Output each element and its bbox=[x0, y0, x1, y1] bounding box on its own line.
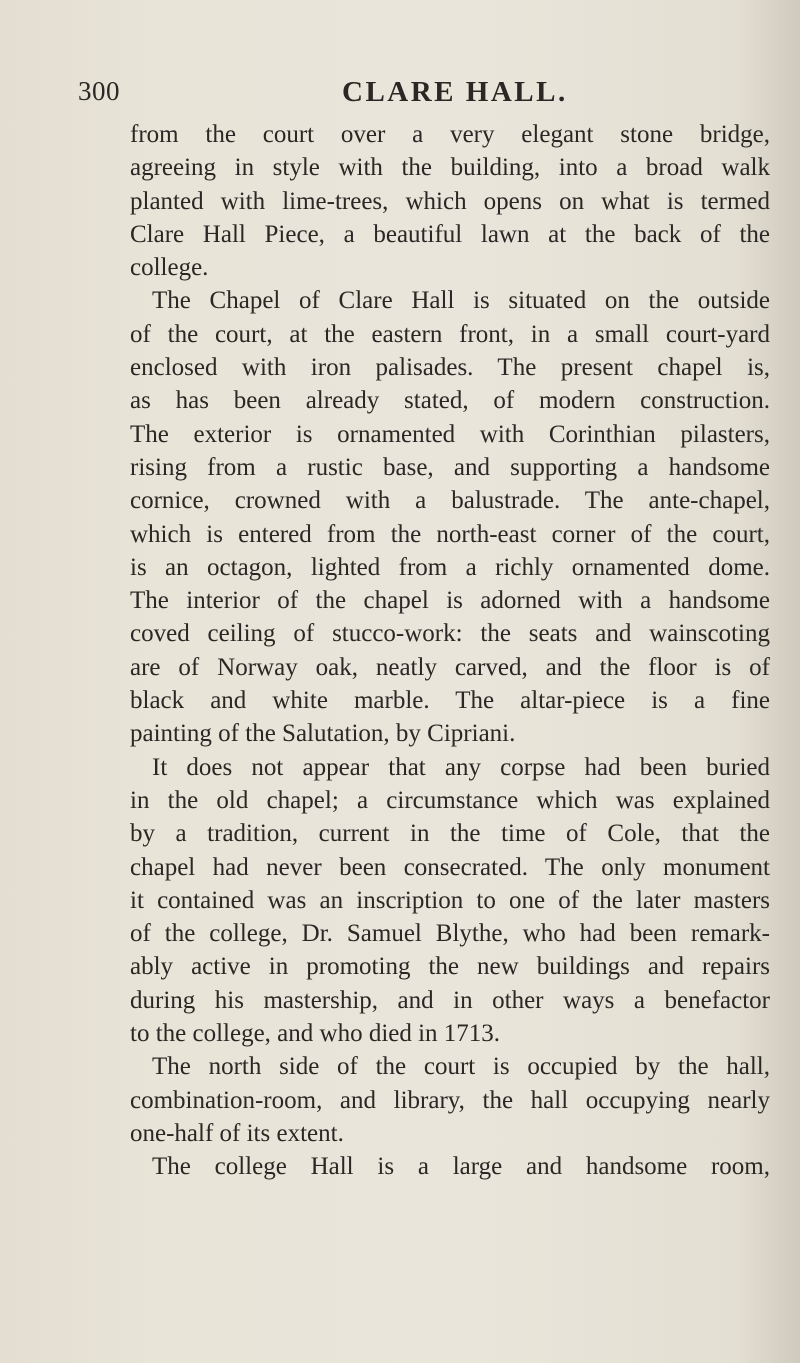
text-line: of the court, at the eastern front, in a small court-yard bbox=[130, 320, 770, 348]
text-line: enclosed with iron palisades. The present chapel is, bbox=[130, 354, 770, 382]
text-line: coved ceiling of stucco-work: the seats and wainscoting bbox=[130, 620, 770, 648]
text-line: painting of the Salutation, by Cipriani. bbox=[130, 720, 516, 748]
text-line: are of Norway oak, neatly carved, and the floor is of bbox=[130, 653, 770, 681]
text-line: one-half of its extent. bbox=[130, 1119, 344, 1147]
text-line: from the court over a very elegant stone bridge, bbox=[130, 121, 770, 148]
text-line: ably active in promoting the new buildings and repairs bbox=[130, 953, 770, 981]
text-line: of the college, Dr. Samuel Blythe, who had been remark- bbox=[130, 920, 770, 948]
text-line: The interior of the chapel is adorned with a handsome bbox=[130, 587, 770, 615]
text-line: The exterior is ornamented with Corinthian pilasters, bbox=[130, 420, 770, 448]
text-line: is an octagon, lighted from a richly ornamented dome. bbox=[130, 553, 770, 581]
text-line: which is entered from the north-east corner of the court, bbox=[130, 520, 770, 548]
text-line: The Chapel of Clare Hall is situated on the outside bbox=[152, 287, 770, 315]
text-line: cornice, crowned with a balustrade. The ante-chapel, bbox=[130, 487, 770, 515]
text-line: college. bbox=[130, 254, 209, 282]
text-line: combination-room, and library, the hall occupying nearly bbox=[130, 1086, 770, 1114]
text-line: Clare Hall Piece, a beautiful lawn at the back of the bbox=[130, 220, 770, 248]
running-head: CLARE HALL. bbox=[342, 76, 568, 108]
text-line: The college Hall is a large and handsome room, bbox=[152, 1153, 770, 1181]
text-line: It does not appear that any corpse had been buried bbox=[152, 753, 770, 781]
text-line: by a tradition, current in the time of Cole, that the bbox=[130, 820, 770, 848]
text-line: The north side of the court is occupied by the hall, bbox=[152, 1053, 770, 1081]
text-line: agreeing in style with the building, into a broad walk bbox=[130, 154, 770, 182]
page-header bbox=[0, 76, 800, 116]
text-line: during his mastership, and in other ways a benefactor bbox=[130, 986, 770, 1014]
body-text bbox=[130, 118, 770, 1184]
text-line: as has been already stated, of modern construction. bbox=[130, 387, 770, 415]
text-line: in the old chapel; a circumstance which was explained bbox=[130, 786, 770, 814]
page-number: 300 bbox=[78, 76, 120, 106]
text-line: to the college, and who died in 1713. bbox=[130, 1020, 501, 1048]
text-line: planted with lime-trees, which opens on what is termed bbox=[130, 187, 770, 215]
text-line: black and white marble. The altar-piece is a fine bbox=[130, 687, 770, 715]
text-line: it contained was an inscription to one of the later masters bbox=[130, 886, 770, 914]
text-line: chapel had never been consecrated. The only monument bbox=[130, 853, 770, 881]
text-line: rising from a rustic base, and supporting a handsome bbox=[130, 453, 770, 481]
